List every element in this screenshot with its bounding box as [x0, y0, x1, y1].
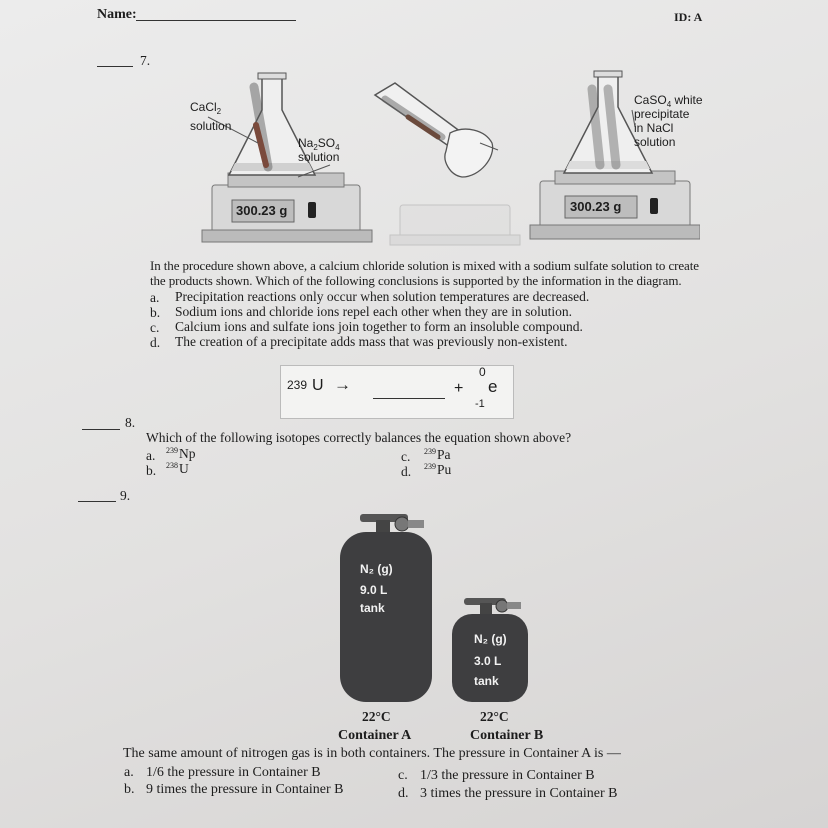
tank-a-shape: [340, 514, 432, 702]
caso4-solution-label: solution: [634, 135, 676, 149]
q8-choice-a-letter: a.: [146, 448, 156, 463]
tank-b-volume: 3.0 L: [474, 654, 502, 668]
na2so4-label-so: SO: [317, 136, 336, 150]
question-number-7: 7.: [140, 53, 151, 68]
q8-choice-c-mass: 239: [424, 447, 436, 456]
q8-choice-d-symbol: Pu: [437, 462, 452, 477]
q9-choice-c-text[interactable]: 1/3 the pressure in Container B: [420, 768, 595, 783]
q8-choice-c[interactable]: [424, 447, 451, 463]
left-balance-reading: 300.23 g: [236, 203, 288, 218]
name-field-line[interactable]: [136, 20, 296, 21]
electron-mass-number: 0: [479, 365, 486, 379]
tank-a-temperature: 22°C: [362, 709, 391, 724]
q8-choice-c-letter: c.: [401, 449, 411, 464]
id-label: ID: A: [674, 10, 703, 24]
container-a-label: Container A: [338, 728, 412, 743]
equation-answer-blank[interactable]: [373, 398, 445, 399]
caso4-label-main: CaSO: [634, 93, 667, 107]
q8-choice-b-letter: b.: [146, 463, 157, 478]
q8-choice-c-symbol: Pa: [437, 447, 451, 462]
question-number-8: 8.: [125, 415, 136, 430]
q9-choice-a-text[interactable]: 1/6 the pressure in Container B: [146, 765, 321, 780]
q8-choice-b-mass: 238: [166, 461, 178, 470]
precipitation-diagram: [180, 65, 703, 255]
na2so4-label-na: Na: [298, 136, 314, 150]
right-balance-reading: 300.23 g: [570, 199, 622, 214]
equation-reactant-symbol: U: [312, 377, 324, 394]
tank-b-word: tank: [474, 674, 499, 688]
tank-a-volume: 9.0 L: [360, 583, 388, 597]
q9-choice-b-letter: b.: [124, 782, 135, 797]
na2so4-solution-label: solution: [298, 150, 340, 164]
q9-choice-a-letter: a.: [124, 765, 134, 780]
q7-choice-d-letter: d.: [150, 335, 161, 350]
cacl2-label-main: CaCl: [190, 100, 217, 114]
tank-b-temperature: 22°C: [480, 709, 509, 724]
q7-choice-c-text[interactable]: Calcium ions and sulfate ions join together to form an insoluble compound.: [175, 319, 583, 334]
q8-choice-a-symbol: Np: [179, 446, 196, 461]
tank-b-gas: N₂ (g): [474, 632, 507, 646]
pouring-hand-illustration: [375, 83, 498, 177]
q7-choice-d-text[interactable]: The creation of a precipitate adds mass that was previously non-existent.: [175, 334, 568, 349]
q8-choice-d-mass: 239: [424, 462, 436, 471]
cacl2-solution-label: solution: [190, 119, 232, 133]
q9-choice-d-letter: d.: [398, 786, 409, 801]
q8-choice-d-letter: d.: [401, 464, 412, 479]
tank-a-word: tank: [360, 601, 385, 615]
answer-blank-9[interactable]: [78, 501, 116, 502]
cacl2-label: [190, 100, 221, 116]
tank-a-gas: N₂ (g): [360, 562, 393, 576]
q9-stem: The same amount of nitrogen gas is in both containers. The pressure in Container A is —: [123, 746, 621, 761]
q8-stem: Which of the following isotopes correctly balances the equation shown above?: [146, 430, 572, 445]
caso4-label-sub: 4: [666, 100, 672, 109]
q7-choice-b-text[interactable]: Sodium ions and chloride ions repel each other when they are in solution.: [175, 304, 573, 319]
question-number-9: 9.: [120, 488, 131, 503]
equation-arrow: →: [334, 375, 351, 394]
q9-choice-b-text[interactable]: 9 times the pressure in Container B: [146, 782, 344, 797]
electron-symbol: e: [488, 377, 498, 396]
name-label: Name:: [97, 7, 137, 22]
caso4-label-white: white: [671, 93, 703, 107]
q8-choice-a[interactable]: [166, 446, 196, 462]
cacl2-label-subscript: 2: [216, 107, 222, 116]
caso4-precipitate-label: precipitate: [634, 107, 690, 121]
q7-stem-line1: In the procedure shown above, a calcium chloride solution is mixed with a sodium sulfate solution to create: [150, 258, 699, 273]
answer-blank-7[interactable]: [97, 66, 133, 67]
q8-choice-b[interactable]: [166, 461, 189, 477]
q9-choice-d-text[interactable]: 3 times the pressure in Container B: [420, 786, 618, 801]
equation-reactant-mass: 239: [287, 378, 308, 392]
electron-charge: -1: [475, 398, 485, 410]
caso4-nacl-label: in NaCl: [634, 121, 674, 135]
answer-blank-8[interactable]: [82, 429, 120, 430]
q7-choice-c-letter: c.: [150, 320, 160, 335]
q7-stem-line2: the products shown. Which of the following conclusions is supported by the information in the diagram.: [150, 273, 682, 288]
na2so4-label-sub1: 2: [313, 143, 318, 152]
center-balance-faded: [390, 205, 520, 245]
q8-choice-a-mass: 239: [166, 446, 178, 455]
equation-plus: +: [454, 380, 464, 397]
q9-choice-c-letter: c.: [398, 768, 408, 783]
q8-choice-d[interactable]: [424, 462, 451, 478]
q7-choice-a-letter: a.: [150, 290, 160, 305]
q8-choice-b-symbol: U: [179, 461, 189, 476]
na2so4-label-sub2: 4: [335, 143, 340, 152]
q7-choice-b-letter: b.: [150, 305, 161, 320]
q7-choice-a-text[interactable]: Precipitation reactions only occur when solution temperatures are decreased.: [175, 289, 590, 304]
container-b-label: Container B: [470, 728, 544, 743]
